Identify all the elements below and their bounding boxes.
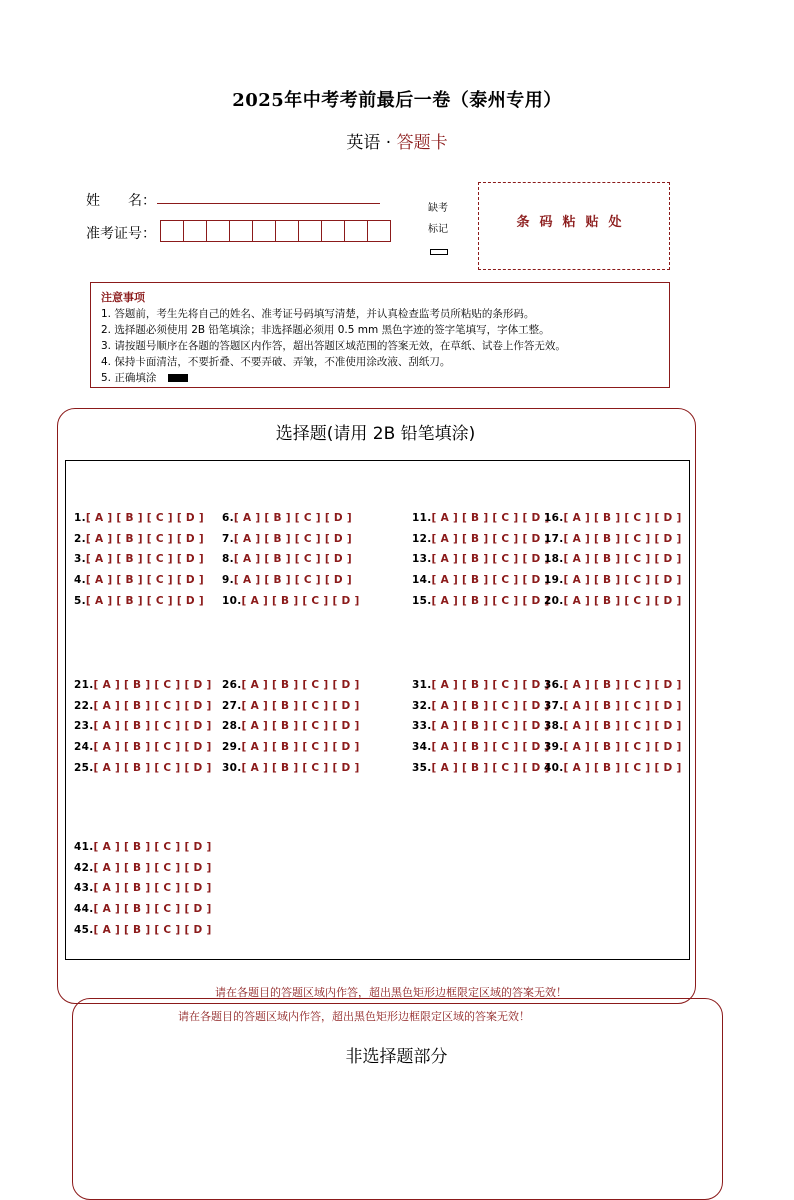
answer-options[interactable]: [ A ] [ B ] [ C ] [ D ] <box>93 741 212 754</box>
answer-options[interactable]: [ A ] [ B ] [ C ] [ D ] <box>85 512 204 524</box>
answer-options[interactable]: [ A ] [ B ] [ C ] [ D ] <box>241 761 360 774</box>
id-digit-box[interactable] <box>160 220 184 242</box>
question-row[interactable] <box>412 762 550 774</box>
question-number: 33. <box>412 720 432 733</box>
question-number: 8. <box>222 553 234 566</box>
answer-options[interactable]: [ A ] [ B ] [ C ] [ D ] <box>431 574 550 587</box>
id-digit-box[interactable] <box>252 220 276 242</box>
answer-options[interactable]: [ A ] [ B ] [ C ] [ D ] <box>93 761 212 774</box>
answer-options[interactable]: [ A ] [ B ] [ C ] [ D ] <box>431 553 550 566</box>
question-number: 30. <box>222 761 242 774</box>
answer-options[interactable]: [ A ] [ B ] [ C ] [ D ] <box>85 574 204 587</box>
answer-options[interactable]: [ A ] [ B ] [ C ] [ D ] <box>241 699 360 712</box>
answer-options[interactable]: [ A ] [ B ] [ C ] [ D ] <box>93 882 212 895</box>
subject-label: 英语 <box>346 133 381 153</box>
answer-options[interactable]: [ A ] [ B ] [ C ] [ D ] <box>563 741 682 754</box>
nonchoice-warning: 请在各题目的答题区域内作答，超出黑色矩形边框限定区域的答案无效！ <box>178 1010 530 1023</box>
nonchoice-section-title: 非选择题部分 <box>345 1047 448 1067</box>
answer-options[interactable]: [ A ] [ B ] [ C ] [ D ] <box>563 532 682 545</box>
question-number: 38. <box>544 720 564 733</box>
question-number: 29. <box>222 741 242 754</box>
filled-mark-sample <box>168 374 188 382</box>
answer-options[interactable]: [ A ] [ B ] [ C ] [ D ] <box>233 532 352 545</box>
question-number: 36. <box>544 679 564 691</box>
id-digit-box[interactable] <box>344 220 368 242</box>
question-number: 25. <box>74 761 94 774</box>
notes-box <box>90 282 670 388</box>
question-number: 1. <box>74 512 86 524</box>
page-title: 2025年中考考前最后一卷（泰州专用） <box>232 90 562 111</box>
answer-options[interactable]: [ A ] [ B ] [ C ] [ D ] <box>233 512 352 524</box>
id-digit-box[interactable] <box>206 220 230 242</box>
question-number: 26. <box>222 679 242 691</box>
page-subtitle <box>0 128 794 153</box>
question-number: 12. <box>412 532 432 545</box>
question-number: 2. <box>74 532 86 545</box>
question-row[interactable] <box>412 533 550 545</box>
question-row[interactable] <box>544 762 682 774</box>
answer-options[interactable]: [ A ] [ B ] [ C ] [ D ] <box>563 574 682 587</box>
subtitle-dot: · <box>385 133 392 153</box>
id-digit-box[interactable] <box>367 220 391 242</box>
answer-options[interactable]: [ A ] [ B ] [ C ] [ D ] <box>563 553 682 566</box>
answer-options[interactable]: [ A ] [ B ] [ C ] [ D ] <box>93 679 212 691</box>
answer-options[interactable]: [ A ] [ B ] [ C ] [ D ] <box>233 553 352 566</box>
answer-options[interactable]: [ A ] [ B ] [ C ] [ D ] <box>85 553 204 566</box>
question-number: 27. <box>222 699 242 712</box>
answer-options[interactable]: [ A ] [ B ] [ C ] [ D ] <box>563 720 682 733</box>
question-row[interactable] <box>74 553 204 565</box>
nonchoice-section <box>72 998 723 1200</box>
question-number: 19. <box>544 574 564 587</box>
notes-item: 2. 选择题必须使用 2B 铅笔填涂；非选择题必须用 0.5 mm 黑色字迹的签字笔填写，字体工整。 <box>101 324 550 336</box>
question-row[interactable] <box>544 700 682 712</box>
question-number: 28. <box>222 720 242 733</box>
answer-options[interactable]: [ A ] [ B ] [ C ] [ D ] <box>563 761 682 774</box>
answer-options[interactable]: [ A ] [ B ] [ C ] [ D ] <box>431 594 550 607</box>
question-number: 34. <box>412 741 432 754</box>
absence-label-1: 缺考 <box>428 203 448 214</box>
absence-label-2: 标记 <box>428 224 448 235</box>
question-number: 31. <box>412 679 432 691</box>
question-row[interactable] <box>544 741 682 753</box>
answer-options[interactable]: [ A ] [ B ] [ C ] [ D ] <box>93 903 212 916</box>
choice-section-title: 选择题(请用 2B 铅笔填涂) <box>275 424 476 444</box>
id-digit-box[interactable] <box>183 220 207 242</box>
question-row[interactable] <box>412 679 550 691</box>
name-field[interactable] <box>157 203 380 204</box>
answer-options[interactable]: [ A ] [ B ] [ C ] [ D ] <box>233 574 352 587</box>
question-number: 44. <box>74 903 94 916</box>
question-row[interactable] <box>222 679 360 691</box>
question-row[interactable] <box>222 574 352 586</box>
name-label: 姓 名： <box>86 193 156 209</box>
question-row[interactable] <box>74 862 212 874</box>
question-number: 42. <box>74 861 94 874</box>
absence-mark-box[interactable] <box>430 249 448 255</box>
question-number: 41. <box>74 841 94 853</box>
id-digit-box[interactable] <box>275 220 299 242</box>
question-number: 24. <box>74 741 94 754</box>
notes-item: 3. 请按题号顺序在各题的答题区内作答，超出答题区域范围的答案无效，在草纸、试卷上作答无效。 <box>101 340 566 352</box>
answer-options[interactable]: [ A ] [ B ] [ C ] [ D ] <box>241 741 360 754</box>
notes-title: 注意事项 <box>101 291 145 304</box>
question-row[interactable] <box>222 741 360 753</box>
id-digit-box[interactable] <box>321 220 345 242</box>
answer-options[interactable]: [ A ] [ B ] [ C ] [ D ] <box>93 923 212 936</box>
question-number: 13. <box>412 553 432 566</box>
answer-options[interactable]: [ A ] [ B ] [ C ] [ D ] <box>431 512 550 524</box>
question-row[interactable] <box>412 512 550 524</box>
question-number: 16. <box>544 512 564 524</box>
question-number: 18. <box>544 553 564 566</box>
question-row[interactable] <box>544 574 682 586</box>
answer-options[interactable]: [ A ] [ B ] [ C ] [ D ] <box>563 594 682 607</box>
question-row[interactable] <box>74 574 204 586</box>
answer-options[interactable]: [ A ] [ B ] [ C ] [ D ] <box>563 512 682 524</box>
answer-options[interactable]: [ A ] [ B ] [ C ] [ D ] <box>431 679 550 691</box>
barcode-area <box>478 182 670 270</box>
question-number: 9. <box>222 574 234 587</box>
question-number: 14. <box>412 574 432 587</box>
question-number: 35. <box>412 761 432 774</box>
answer-options[interactable]: [ A ] [ B ] [ C ] [ D ] <box>431 532 550 545</box>
question-row[interactable] <box>74 841 212 853</box>
id-digit-box[interactable] <box>229 220 253 242</box>
question-number: 5. <box>74 594 86 607</box>
question-row[interactable] <box>74 595 204 607</box>
question-row[interactable] <box>222 533 352 545</box>
question-number: 10. <box>222 594 242 607</box>
question-row[interactable] <box>222 553 352 565</box>
question-number: 20. <box>544 594 564 607</box>
question-row[interactable] <box>74 924 212 936</box>
answer-options[interactable]: [ A ] [ B ] [ C ] [ D ] <box>431 699 550 712</box>
question-row[interactable] <box>74 700 212 712</box>
answer-options[interactable]: [ A ] [ B ] [ C ] [ D ] <box>241 679 360 691</box>
answer-options[interactable]: [ A ] [ B ] [ C ] [ D ] <box>85 532 204 545</box>
question-row[interactable] <box>412 595 550 607</box>
answer-options[interactable]: [ A ] [ B ] [ C ] [ D ] <box>431 761 550 774</box>
answer-options[interactable]: [ A ] [ B ] [ C ] [ D ] <box>93 699 212 712</box>
notes-item: 1. 答题前，考生先将自己的姓名、准考证号码填写清楚，并认真检查监考员所粘贴的条形码。 <box>101 308 535 320</box>
question-number: 32. <box>412 699 432 712</box>
question-row[interactable] <box>74 762 212 774</box>
question-row[interactable] <box>74 533 204 545</box>
question-number: 37. <box>544 699 564 712</box>
question-number: 21. <box>74 679 94 691</box>
question-row[interactable] <box>222 762 360 774</box>
question-row[interactable] <box>544 679 682 691</box>
answer-options[interactable]: [ A ] [ B ] [ C ] [ D ] <box>431 741 550 754</box>
question-row[interactable] <box>544 595 682 607</box>
question-row[interactable] <box>74 903 212 915</box>
question-number: 3. <box>74 553 86 566</box>
question-row[interactable] <box>544 533 682 545</box>
question-row[interactable] <box>412 553 550 565</box>
question-row[interactable] <box>412 720 550 732</box>
question-row[interactable] <box>544 512 682 524</box>
answer-options[interactable]: [ A ] [ B ] [ C ] [ D ] <box>241 720 360 733</box>
question-number: 43. <box>74 882 94 895</box>
question-number: 17. <box>544 532 564 545</box>
question-row[interactable] <box>74 720 212 732</box>
question-number: 15. <box>412 594 432 607</box>
notes-item-fill <box>101 370 188 385</box>
answer-options[interactable]: [ A ] [ B ] [ C ] [ D ] <box>93 861 212 874</box>
question-row[interactable] <box>222 595 360 607</box>
question-row[interactable] <box>222 512 352 524</box>
id-label: 准考证号： <box>86 226 156 242</box>
question-row[interactable] <box>74 741 212 753</box>
answer-options[interactable]: [ A ] [ B ] [ C ] [ D ] <box>85 594 204 607</box>
choice-warning: 请在各题目的答题区域内作答，超出黑色矩形边框限定区域的答案无效！ <box>215 986 567 999</box>
question-row[interactable] <box>222 720 360 732</box>
answer-options[interactable]: [ A ] [ B ] [ C ] [ D ] <box>563 699 682 712</box>
answer-options[interactable]: [ A ] [ B ] [ C ] [ D ] <box>241 594 360 607</box>
question-number: 23. <box>74 720 94 733</box>
barcode-label: 条码粘贴处 <box>516 215 632 230</box>
question-row[interactable] <box>544 720 682 732</box>
question-row[interactable] <box>222 700 360 712</box>
question-number: 11. <box>412 512 432 524</box>
question-number: 39. <box>544 741 564 754</box>
answer-options[interactable]: [ A ] [ B ] [ C ] [ D ] <box>563 679 682 691</box>
answer-card-label: 答题卡 <box>396 133 448 153</box>
question-number: 40. <box>544 761 564 774</box>
question-row[interactable] <box>74 882 212 894</box>
id-digit-box[interactable] <box>298 220 322 242</box>
question-number: 45. <box>74 923 94 936</box>
question-number: 7. <box>222 532 234 545</box>
question-number: 4. <box>74 574 86 587</box>
notes-item: 5. 正确填涂 <box>101 372 157 384</box>
question-row[interactable] <box>412 700 550 712</box>
question-row[interactable] <box>74 679 212 691</box>
question-row[interactable] <box>412 574 550 586</box>
id-number-boxes[interactable] <box>160 220 390 242</box>
question-row[interactable] <box>544 553 682 565</box>
question-number: 22. <box>74 699 94 712</box>
answer-options[interactable]: [ A ] [ B ] [ C ] [ D ] <box>93 841 212 853</box>
answer-options[interactable]: [ A ] [ B ] [ C ] [ D ] <box>431 720 550 733</box>
question-number: 6. <box>222 512 234 524</box>
answer-options[interactable]: [ A ] [ B ] [ C ] [ D ] <box>93 720 212 733</box>
question-row[interactable] <box>74 512 204 524</box>
question-row[interactable] <box>412 741 550 753</box>
notes-item: 4. 保持卡面清洁，不要折叠、不要弄破、弄皱，不准使用涂改液、刮纸刀。 <box>101 356 451 368</box>
